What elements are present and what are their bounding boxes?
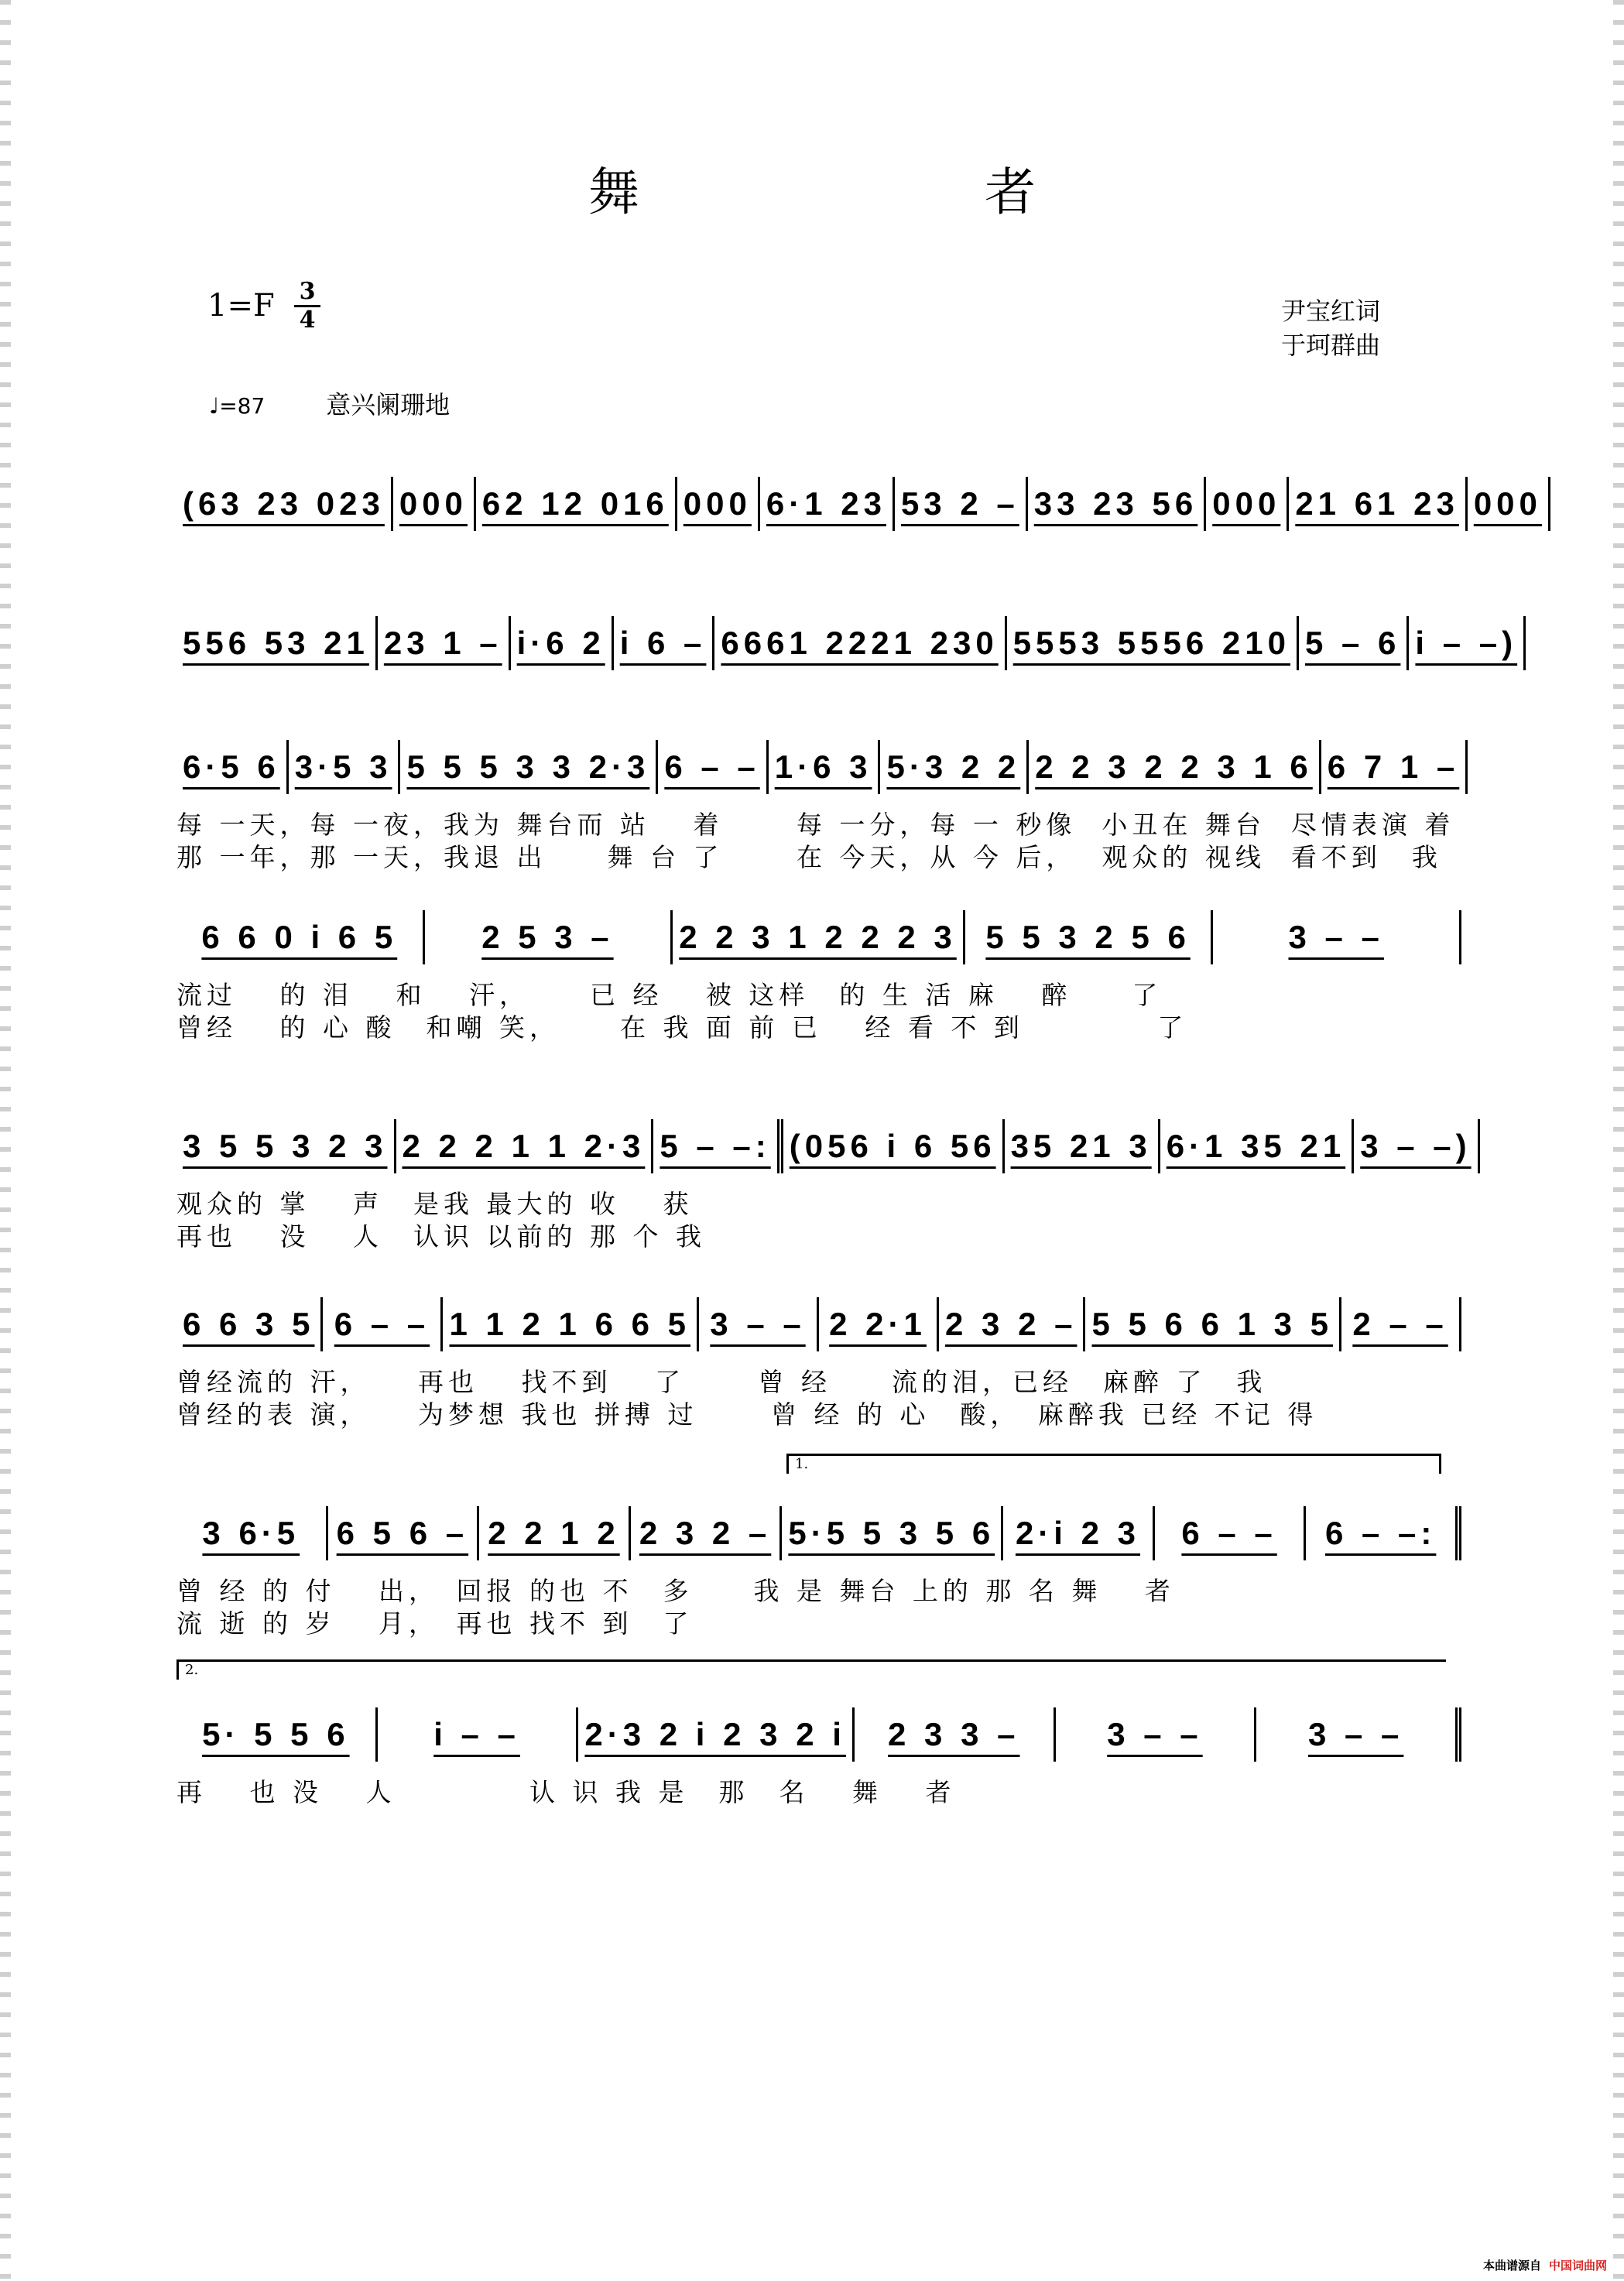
- tempo-value: ♩=87: [209, 393, 266, 419]
- measure-notes: 5·5 5 3 5 6: [788, 1515, 995, 1551]
- lyric-line: 再 也 没 人 认 识 我 是 那 名 舞 者: [176, 1777, 956, 1807]
- measure: [855, 1707, 1056, 1762]
- measure-notes: 3 – –: [1307, 1716, 1404, 1752]
- footer-site-link[interactable]: 中国词曲网: [1548, 2259, 1607, 2272]
- measure-notes: 2 2 2 1 1 2·3: [402, 1128, 646, 1164]
- measure: [1003, 1506, 1155, 1560]
- measure: [1289, 477, 1468, 531]
- measure: [176, 740, 289, 794]
- measure-notes: 6 5 6 –: [336, 1515, 469, 1551]
- measure: [631, 1506, 783, 1560]
- measure-notes: 23 1 –: [383, 625, 502, 661]
- measure-notes: 6661 2221 230: [721, 625, 999, 661]
- measure: [578, 1707, 855, 1762]
- time-signature-bottom: 4: [294, 305, 320, 334]
- measure: [1005, 1119, 1160, 1173]
- measure-notes: 53 2 –: [900, 485, 1019, 522]
- lyric-line: 曾经的表 演， 为梦想 我也 拼搏 过 曾 经 的 心 酸， 麻醉我 已经 不记 得: [176, 1399, 1318, 1430]
- measure-notes: i·6 2: [516, 625, 605, 661]
- measure: [176, 910, 425, 964]
- measure: [176, 1119, 396, 1173]
- measure: [378, 616, 511, 670]
- measure: [176, 477, 393, 531]
- measure-notes: 2 5 3 –: [481, 919, 614, 955]
- notation-row: [176, 1285, 1461, 1351]
- measure: [1160, 1119, 1354, 1173]
- measure-notes: 35 21 3: [1010, 1128, 1152, 1164]
- measure-notes: 2 2 3 2 2 3 1 6: [1035, 748, 1313, 785]
- measure-notes: 3 5 5 3 2 3: [183, 1128, 388, 1164]
- measure: [323, 1297, 443, 1351]
- measure: [1299, 616, 1409, 670]
- measure: [614, 616, 715, 670]
- mood-marking: 意兴阑珊地: [326, 390, 451, 420]
- credits: [1281, 294, 1380, 362]
- measure: [1409, 616, 1526, 670]
- measure-notes: (63 23 023: [183, 485, 385, 522]
- left-margin-strip: [0, 0, 11, 2281]
- measure: [782, 1506, 1003, 1560]
- song-title: 舞 者: [588, 163, 1183, 222]
- time-signature-top: 3: [299, 278, 316, 305]
- measure: [819, 1297, 939, 1351]
- measure-notes: 2 3 3 –: [888, 1716, 1020, 1752]
- measure-notes: 33 23 56: [1033, 485, 1198, 522]
- notation-row: [176, 728, 1461, 794]
- measure: [769, 740, 881, 794]
- lyricist: 尹宝红词: [1281, 296, 1381, 326]
- measure-notes: 556 53 21: [183, 625, 369, 661]
- measure-notes: 5·3 2 2: [886, 748, 1021, 785]
- measure: [1155, 1506, 1307, 1560]
- notation-row: [176, 1494, 1461, 1560]
- measure-notes: 5553 5556 210: [1012, 625, 1290, 661]
- measure-notes: 2 3 2 –: [639, 1515, 772, 1551]
- measure: [699, 1297, 819, 1351]
- lyric-line: 每 一天，每 一夜，我为 舞台而 站 着 每 一分，每 一 秒像 小丑在 舞台 尽情表演 着: [176, 810, 1455, 840]
- measure: [1321, 740, 1468, 794]
- measure: [1085, 1297, 1341, 1351]
- volta-second-ending: [176, 1659, 1446, 1680]
- measure-notes: 6 – –: [664, 748, 760, 785]
- lyric-line: 那 一年，那 一天，我退 出 舞 台 了 在 今天，从 今 后， 观众的 视线 看不到 我: [176, 842, 1442, 872]
- measure: [677, 477, 760, 531]
- measure: [1213, 910, 1461, 964]
- measure-notes: 5 5 6 6 1 3 5: [1091, 1306, 1334, 1342]
- composer: 于珂群曲: [1281, 331, 1381, 360]
- measure-notes: 21 61 23: [1295, 485, 1459, 522]
- measure: [1341, 1297, 1461, 1351]
- measure-notes: 6·1 35 21: [1166, 1128, 1346, 1164]
- notation-row: [176, 898, 1461, 964]
- lyric-line: 观众的 掌 声 是我 最大的 收 获: [176, 1189, 694, 1219]
- measure-notes: 2 3 2 –: [945, 1306, 1078, 1342]
- measure: [479, 1506, 631, 1560]
- notation-row: [176, 464, 1542, 531]
- measure-notes: 2 2 3 1 2 2 2 3: [679, 919, 957, 955]
- measure: [425, 910, 673, 964]
- notation-row: [176, 1107, 1472, 1173]
- measure-notes: 3 – –: [1107, 1716, 1203, 1752]
- measure-notes: i 6 –: [619, 625, 707, 661]
- measure-notes: 3 – –): [1360, 1128, 1472, 1164]
- measure: [760, 477, 895, 531]
- lyric-line: 流 逝 的 岁 月， 再也 找不 到 了: [176, 1608, 694, 1639]
- measure: [328, 1506, 480, 1560]
- footer: [1483, 2257, 1607, 2273]
- measure: [1056, 1707, 1257, 1762]
- measure: [1029, 740, 1321, 794]
- measure-notes: 000: [1212, 485, 1281, 522]
- lyric-line: 曾经流的 汗， 再也 找不到 了 曾 经 流的泪，已经 麻醉 了 我: [176, 1367, 1267, 1397]
- measure-notes: 5 5 3 2 5 6: [985, 919, 1191, 955]
- key-signature: 1=F: [207, 288, 275, 324]
- measure: [658, 740, 768, 794]
- measure: [378, 1707, 579, 1762]
- measure-notes: 5 5 5 3 3 2·3: [406, 748, 650, 785]
- measure-notes: 2 2 1 2: [488, 1515, 620, 1551]
- measure-notes: 000: [683, 485, 752, 522]
- notation-row: [176, 1695, 1461, 1762]
- measure: [511, 616, 614, 670]
- measure: [1256, 1707, 1461, 1762]
- measure-notes: 5 – –:: [660, 1128, 771, 1164]
- measure: [880, 740, 1029, 794]
- measure-notes: 000: [399, 485, 468, 522]
- measure: [714, 616, 1006, 670]
- measure: [1306, 1506, 1461, 1560]
- measure-notes: 6·5 6: [183, 748, 280, 785]
- measure: [965, 910, 1214, 964]
- measure-notes: 000: [1473, 485, 1542, 522]
- measure: [1007, 616, 1299, 670]
- measure-notes: 6·1 23: [766, 485, 886, 522]
- measure-notes: 3 6·5: [202, 1515, 300, 1551]
- measure-notes: 1 1 2 1 6 6 5: [449, 1306, 690, 1342]
- measure-notes: 62 12 016: [481, 485, 669, 522]
- time-signature: [294, 279, 320, 334]
- measure-notes: 2·3 2 i 2 3 2 i: [584, 1716, 846, 1752]
- measure: [895, 477, 1028, 531]
- lyric-line: 再也 没 人 认识 以前的 那 个 我: [176, 1221, 706, 1252]
- footer-source-label: 本曲谱源自: [1482, 2259, 1541, 2272]
- measure: [176, 616, 378, 670]
- measure: [783, 1119, 1005, 1173]
- measure-notes: 2 2·1: [829, 1306, 927, 1342]
- measure-notes: 3 – –: [710, 1306, 806, 1342]
- measure: [400, 740, 658, 794]
- measure-notes: 2·i 2 3: [1015, 1515, 1141, 1551]
- measure: [176, 1506, 328, 1560]
- measure: [673, 910, 965, 964]
- measure-notes: 3 – –: [1288, 919, 1384, 955]
- measure-notes: 6 – –: [1181, 1515, 1277, 1551]
- tempo-marking: [209, 385, 450, 421]
- measure-notes: 3·5 3: [294, 748, 392, 785]
- measure-notes: 5 – 6: [1304, 625, 1401, 661]
- volta-first-ending: [786, 1454, 1441, 1474]
- measure: [653, 1119, 783, 1173]
- measure-notes: 6 6 3 5: [183, 1306, 315, 1342]
- measure: [476, 477, 677, 531]
- measure: [176, 1297, 323, 1351]
- measure: [1028, 477, 1207, 531]
- right-margin-strip: [1613, 0, 1624, 2281]
- measure: [1354, 1119, 1479, 1173]
- measure: [393, 477, 476, 531]
- measure: [176, 1707, 378, 1762]
- volta-first-label: 1.: [795, 1456, 809, 1472]
- measure-notes: 6 – –:: [1324, 1515, 1437, 1551]
- measure-notes: 2 – –: [1352, 1306, 1448, 1342]
- measure-notes: 6 – –: [334, 1306, 430, 1342]
- measure-notes: i – –): [1415, 625, 1518, 661]
- notation-row: [176, 604, 1518, 670]
- measure: [396, 1119, 654, 1173]
- measure-notes: (056 i 6 56: [789, 1128, 996, 1164]
- measure-notes: 6 7 1 –: [1327, 748, 1460, 785]
- volta-second-label: 2.: [185, 1662, 199, 1678]
- lyric-line: 曾经 的 心 酸 和嘲 笑， 在 我 面 前 已 经 看 不 到 了: [176, 1012, 1188, 1043]
- measure: [1468, 477, 1550, 531]
- measure-notes: 5· 5 5 6: [202, 1716, 350, 1752]
- measure: [939, 1297, 1085, 1351]
- measure: [1206, 477, 1289, 531]
- measure-notes: i – –: [433, 1716, 520, 1752]
- lyric-line: 流过 的 泪 和 汗， 已 经 被 这样 的 生 活 麻 醉 了: [176, 980, 1163, 1010]
- measure: [289, 740, 401, 794]
- measure: [443, 1297, 699, 1351]
- lyric-line: 曾 经 的 付 出， 回报 的也 不 多 我 是 舞台 上的 那 名 舞 者: [176, 1576, 1175, 1606]
- measure-notes: 6 6 0 i 6 5: [201, 919, 398, 955]
- measure-notes: 1·6 3: [774, 748, 872, 785]
